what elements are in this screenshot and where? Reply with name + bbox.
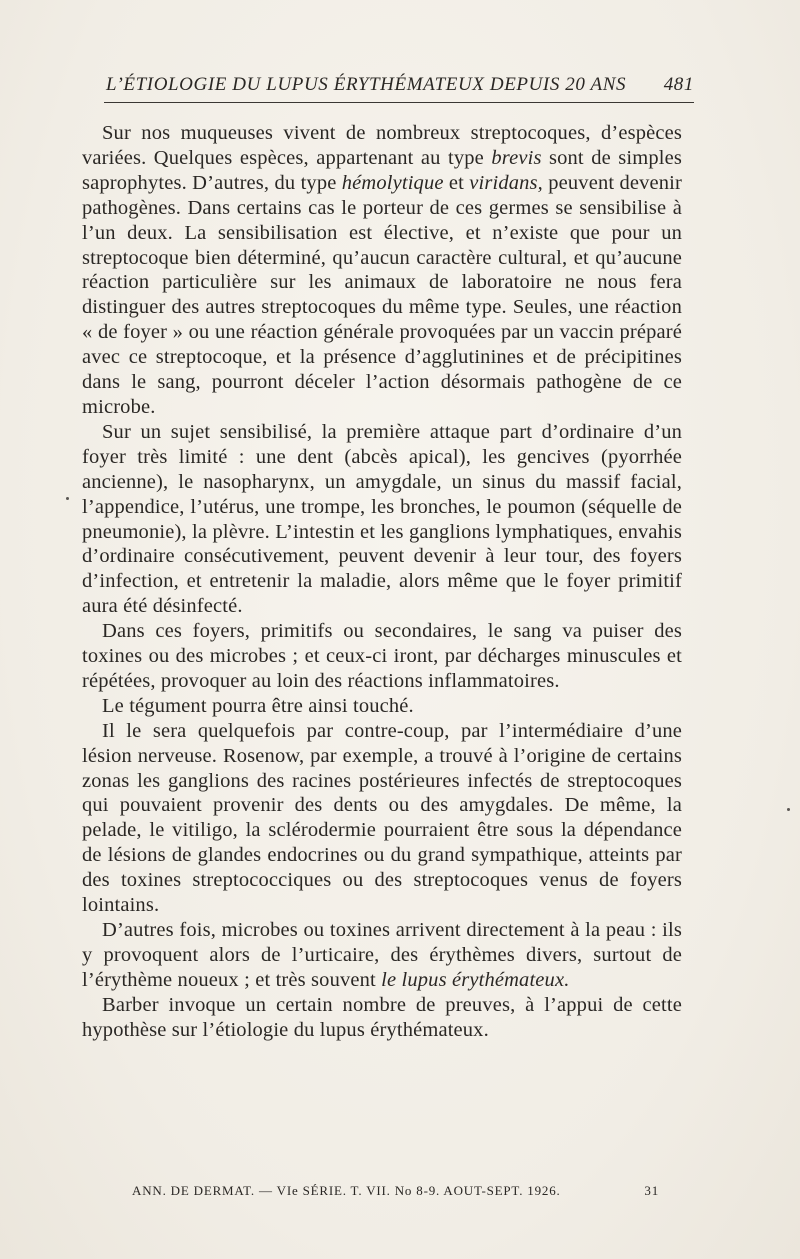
italic-term: viridans, [469, 171, 543, 194]
paragraph [82, 719, 682, 918]
text-run: Sur un sujet sensibilisé, la première attaque part d’ordinaire d’un foyer très limité : une dent (abcès apical), les gencives (pyorrhée ancienne), le nasopharynx, un amygdale, un sinus du massif facial, l’appendice, l’utérus, une trompe, les bronches, le poumon (séquelle de pneumonie), la plèvre. L’intestin et les ganglions lymphatiques, envahis d’ordinaire consécutivement, peuvent devenir à leur tour, des foyers d’infection, et entretenir la maladie, alors même que le foyer primitif aura été désinfecté. [82, 420, 682, 618]
text-run: Barber invoque un certain nombre de preuves, à l’appui de cette hypothèse sur l’étiologie du lupus érythémateux. [82, 993, 682, 1041]
text-run: Le tégument pourra être ainsi touché. [102, 694, 414, 717]
text-run: Il le sera quelquefois par contre-coup, par l’intermédiaire d’une lésion nerveuse. Rosenow, par exemple, a trouvé à l’origine de certains zonas les ganglions des racines postérieures infectés de streptocoques qui pouvaient provenir des dents ou des amygdales. De même, la pelade, le vitiligo, la sclérodermie pourraient être sous la dépendance de lésions de glandes endocrines ou du grand sympathique, atteints par des toxines streptococciques ou des streptocoques venus de foyers lointains. [82, 719, 682, 917]
paragraph [82, 619, 682, 694]
paragraph [82, 918, 682, 993]
journal-reference: ANN. DE DERMAT. — VIe SÉRIE. T. VII. No 8-9. AOUT-SEPT. 1926. [132, 1183, 561, 1198]
running-title: L’ÉTIOLOGIE DU LUPUS ÉRYTHÉMATEUX DEPUIS 20 ANS [106, 74, 627, 95]
paragraph [82, 121, 682, 420]
text-run: et [443, 171, 470, 194]
article-body [82, 121, 682, 1043]
running-header [106, 74, 694, 96]
text-run: D’autres fois, microbes ou toxines arrivent directement à la peau : ils y provoquent alors de l’urticaire, des érythèmes divers, surtout de l’érythème noueux ; et très souvent [82, 919, 682, 991]
page-footer [132, 1183, 659, 1199]
italic-term: le lupus érythémateux. [381, 968, 570, 991]
print-speck [787, 808, 790, 811]
italic-term: brevis [491, 146, 542, 169]
paragraph [82, 420, 682, 619]
text-run: sont de simples saprophytes. D’autres, du type [82, 146, 682, 194]
header-rule [104, 102, 694, 103]
signature-mark: 31 [644, 1183, 659, 1198]
text-run: peuvent devenir pathogènes. Dans certains cas le porteur de ces germes se sensibilise à l’un deux. La sensibilisation est élective, et n’existe que pour un streptocoque bien déterminé, qu’aucun caractère cultural, et qu’aucune réaction particulière sur les animaux de laboratoire ne nous fera distinguer des autres streptocoques du même type. Seules, une réaction « de foyer » ou une réaction générale provoquées par un vaccin préparé avec ce streptocoque, et la présence d’agglutinines et de précipitines dans le sang, pourront déceler l’action désormais pathogène de ce microbe. [82, 171, 682, 418]
text-run: Dans ces foyers, primitifs ou secondaires, le sang va puiser des toxines ou des microbes ; et ceux-ci iront, par décharges minuscules et répétées, provoquer au loin des réactions inflammatoires. [82, 620, 682, 692]
text-run: Sur nos muqueuses vivent de nombreux streptocoques, d’espèces variées. Quelques espèces, appartenant au type [82, 122, 682, 169]
print-speck [66, 497, 69, 500]
paragraph [82, 993, 682, 1043]
italic-term: hémolytique [341, 171, 444, 194]
page-number: 481 [663, 74, 694, 95]
paragraph [82, 694, 682, 719]
